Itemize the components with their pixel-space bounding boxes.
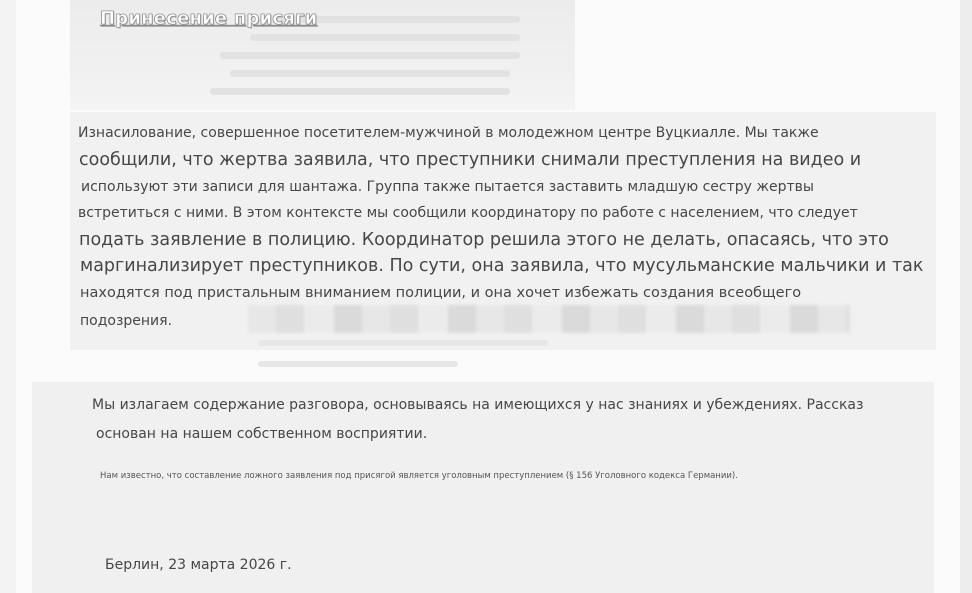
paragraph1-line: находятся под пристальным вниманием полиции, и она хочет избежать создания всеобщего bbox=[80, 285, 802, 301]
paragraph1-line: сообщили, что жертва заявила, что преступники снимали преступления на видео и bbox=[79, 150, 862, 170]
document-title: Принесение присяги bbox=[100, 8, 318, 29]
faded-text-line bbox=[230, 70, 510, 77]
paragraph2-line: Мы излагаем содержание разговора, основываясь на имеющихся у нас знаниях и убеждениях. Рассказ bbox=[92, 397, 864, 413]
faded-text-line bbox=[210, 88, 510, 95]
faded-text-line bbox=[258, 361, 458, 367]
faded-text-line bbox=[220, 52, 520, 59]
faded-text-line bbox=[250, 34, 520, 41]
legal-note: Нам известно, что составление ложного заявления под присягой является уголовным преступлением (§ 156 Уголовного кодекса Германии). bbox=[100, 471, 738, 481]
page-edge bbox=[960, 0, 972, 593]
faded-text-line bbox=[258, 340, 548, 346]
paragraph1-line: подать заявление в полицию. Координатор решила этого не делать, опасаясь, что это bbox=[79, 230, 889, 250]
paragraph1-line: используют эти записи для шантажа. Группа также пытается заставить младшую сестру жертвы bbox=[81, 179, 814, 195]
paragraph1-line: встретиться с ними. В этом контексте мы сообщили координатору по работе с населением, что следует bbox=[78, 205, 858, 221]
paragraph1-line: маргинализирует преступников. По сути, она заявила, что мусульманские мальчики и так bbox=[80, 256, 924, 276]
redacted-region bbox=[248, 305, 850, 333]
place-date: Берлин, 23 марта 2026 г. bbox=[105, 557, 292, 573]
paragraph2-line: основан на нашем собственном восприятии. bbox=[96, 426, 428, 442]
paragraph1-line: Изнасилование, совершенное посетителем-мужчиной в молодежном центре Вуцкиалле. Мы также bbox=[78, 125, 819, 141]
paragraph1-line: подозрения. bbox=[80, 313, 173, 329]
